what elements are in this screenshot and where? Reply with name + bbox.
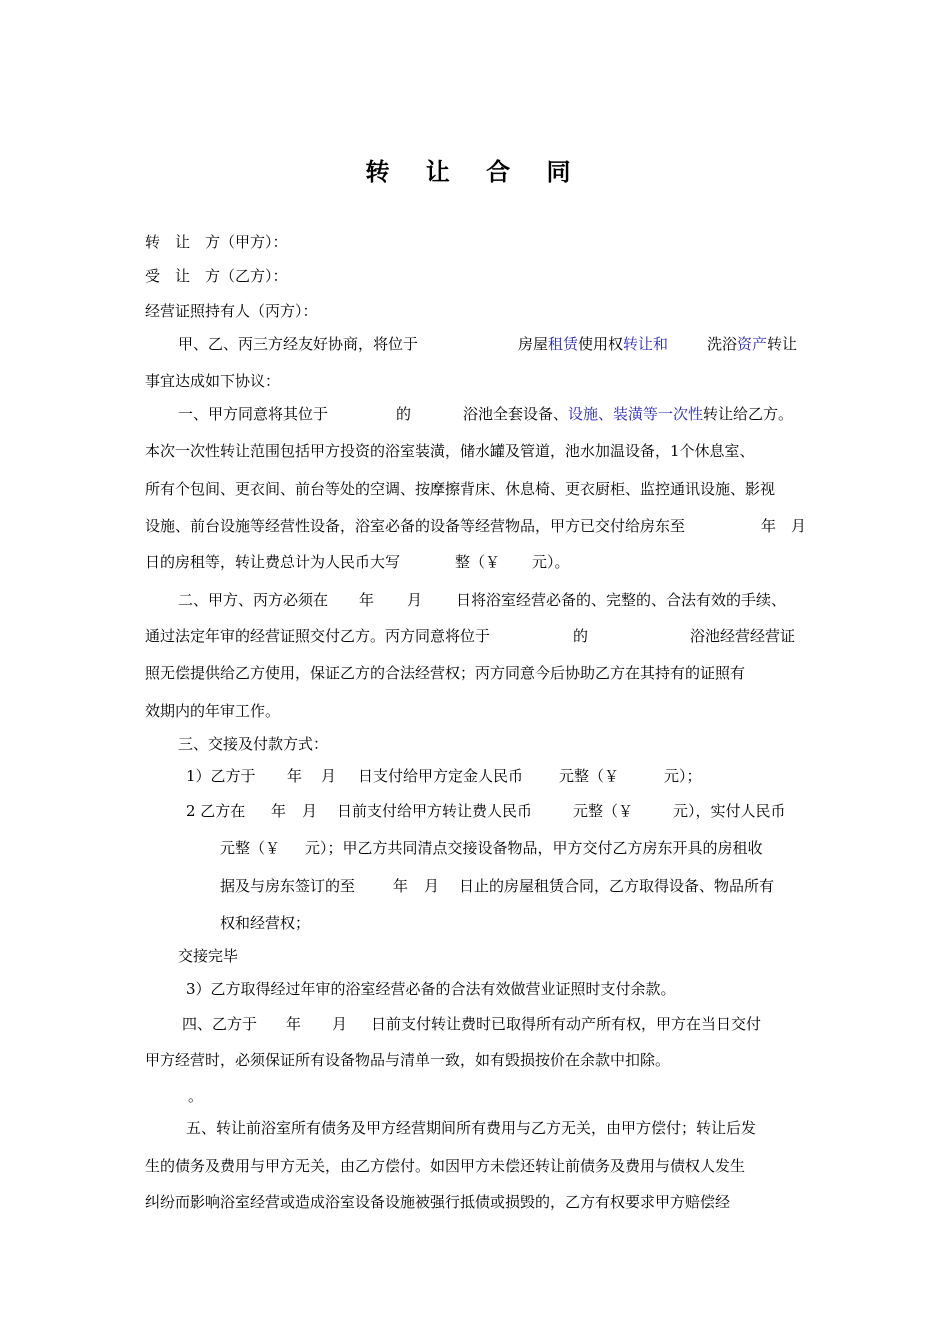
clause3-item1-part-f: 元）； — [664, 767, 702, 785]
clause4-line-1-year: 年 — [286, 1015, 302, 1033]
clause2-line-2-part-c: 浴池经营经营证 — [690, 627, 796, 645]
preamble-transfer: 转让 — [767, 335, 798, 353]
clause3-item2-part-m: 权和经营权； — [220, 914, 311, 932]
preamble-line-1-part-c — [707, 333, 797, 355]
preamble-line-1-part-a: 甲、乙、丙三方经友好协商，将位于 — [178, 335, 419, 353]
clause4-line-1-part-d: 日前支付转让费时已取得所有动产所有权，甲方在当日交付 — [371, 1015, 762, 1033]
clause3-item2-part-h: 元）；甲乙方共同清点交接设备物品，甲方交付乙方房东开具的房租收 — [305, 839, 763, 857]
clause2-line-3: 照无偿提供给乙方使用，保证乙方的合法经营权；丙方同意今后协助乙方在其持有的证照有 — [145, 664, 746, 682]
clause1-transfer: 转让给乙方。 — [703, 405, 794, 423]
preamble-bath: 洗浴 — [707, 335, 738, 353]
clause5-line-2: 生的债务及费用与甲方无关，由乙方偿付。如因甲方未偿还转让前债务及费用与债权人发生 — [145, 1157, 746, 1175]
party-transferee: 受 让 方（乙方）： — [145, 267, 288, 285]
clause3-item3: 3）乙方取得经过年审的浴室经营必备的合法有效做营业证照时支付余款。 — [186, 980, 676, 998]
clause1-equipment: 浴池全套设备、 — [463, 405, 569, 423]
clause3-item1-month: 月 — [321, 767, 337, 785]
clause2-line-1-month: 月 — [407, 591, 423, 609]
preamble-assets: 资产 — [737, 335, 768, 353]
clause2-line-1-part-a: 二、甲方、丙方必须在 — [178, 591, 329, 609]
clause1-line-1-part-c — [463, 403, 793, 425]
preamble-house: 房屋 — [518, 335, 549, 353]
clause1-line-5-part-c: 元）。 — [532, 553, 570, 571]
preamble-transfer-and: 转让和 — [623, 335, 669, 353]
clause1-line-5-part-b: 整（￥ — [455, 553, 501, 571]
clause4-stray-mark: 。 — [188, 1087, 204, 1105]
preamble-use-right: 使用权 — [578, 335, 624, 353]
clause1-line-3: 所有个包间、更衣间、前台等处的空调、按摩擦背床、休息椅、更衣厨柜、监控通讯设施、影视 — [145, 480, 776, 498]
clause3-item2-month-2: 月 — [424, 877, 440, 895]
clause1-line-1-part-a: 一、甲方同意将其位于 — [178, 405, 329, 423]
clause3-item2-part-d: 日前支付给甲方转让费人民币 — [337, 802, 533, 820]
clause4-line-1-part-a: 四、乙方于 — [182, 1015, 258, 1033]
clause5-line-1: 五、转让前浴室所有债务及甲方经营期间所有费用与乙方无关，由甲方偿付；转让后发 — [186, 1119, 757, 1137]
clause3-item1-part-d: 日支付给甲方定金人民币 — [358, 767, 524, 785]
clause2-line-2-part-a: 通过法定年审的经营证照交付乙方。丙方同意将位于 — [145, 627, 491, 645]
clause1-line-1-part-b: 的 — [396, 405, 412, 423]
clause3-item1-year: 年 — [287, 767, 303, 785]
preamble-lease: 租赁 — [548, 335, 579, 353]
preamble-line-2: 事宜达成如下协议： — [145, 372, 281, 390]
clause3-item2-part-a: 2 乙方在 — [186, 802, 246, 820]
clause5-line-3: 纠纷而影响浴室经营或造成浴室设备设施被强行抵债或损毁的，乙方有权要求甲方赔偿经 — [145, 1193, 731, 1211]
party-licensee: 经营证照持有人（丙方）： — [145, 302, 318, 320]
party-transferor: 转 让 方（甲方）： — [145, 233, 288, 251]
clause3-item2-part-f: 元），实付人民币 — [673, 802, 786, 820]
clause3-item2-year: 年 — [271, 802, 287, 820]
preamble-line-1-part-b — [518, 333, 668, 355]
clause2-line-1-part-d: 日将浴室经营必备的、完整的、合法有效的手续、 — [456, 591, 787, 609]
clause4-line-1-month: 月 — [332, 1015, 348, 1033]
clause1-line-5-part-a: 日的房租等，转让费总计为人民币大写 — [145, 553, 401, 571]
clause3-item2-part-i: 据及与房东签订的至 — [220, 877, 356, 895]
clause1-line-2: 本次一次性转让范围包括甲方投资的浴室装潢，储水罐及管道，池水加温设备，1个休息室、 — [145, 442, 755, 460]
clause2-line-2-part-b: 的 — [573, 627, 589, 645]
clause2-line-1-year: 年 — [359, 591, 375, 609]
clause3-item1-part-e: 元整（￥ — [559, 767, 620, 785]
clause3-item2-part-e: 元整（￥ — [573, 802, 634, 820]
clause1-line-4-month: 月 — [791, 517, 807, 535]
clause1-line-4-year: 年 — [761, 517, 777, 535]
clause3-item2-month: 月 — [302, 802, 318, 820]
document-title: 转 让 合 同 — [365, 158, 585, 186]
clause1-line-4-part-a: 设施、前台设施等经营性设备，浴室必备的设备等经营物品，甲方已交付给房东至 — [145, 517, 686, 535]
clause4-line-2: 甲方经营时，必须保证所有设备物品与清单一致，如有毁损按价在余款中扣除。 — [145, 1051, 671, 1069]
clause3-heading: 三、交接及付款方式： — [178, 735, 329, 753]
clause3-item2-year-2: 年 — [393, 877, 409, 895]
clause2-line-4: 效期内的年审工作。 — [145, 702, 281, 720]
clause3-handover: 交接完毕 — [178, 947, 239, 965]
clause3-item2-part-l: 日止的房屋租赁合同，乙方取得设备、物品所有 — [459, 877, 775, 895]
clause1-facilities: 设施、装潢等一次性 — [568, 405, 704, 423]
clause3-item1-part-a: 1）乙方于 — [186, 767, 256, 785]
clause3-item2-part-g: 元整（￥ — [220, 839, 281, 857]
